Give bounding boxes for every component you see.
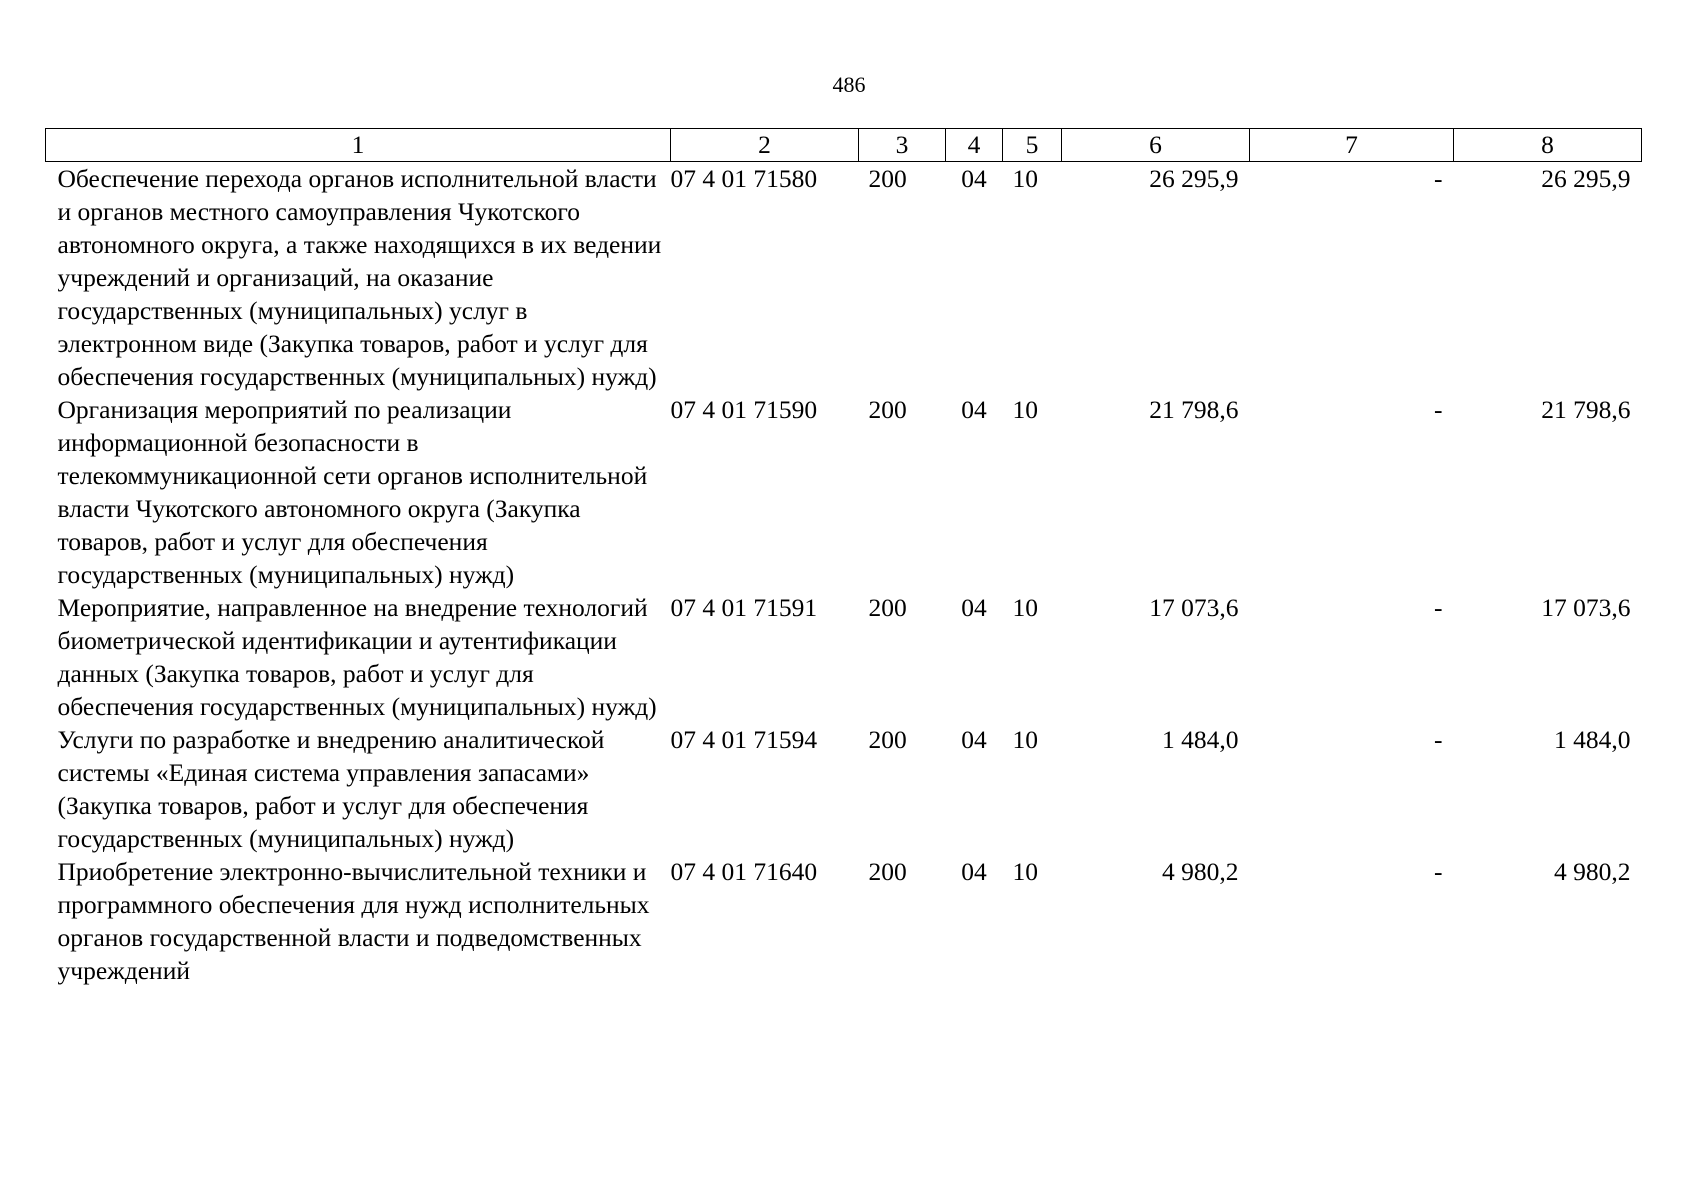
row-amount-col6: 1 484,0 [1162,725,1239,754]
row-expense-type: 200 [868,725,907,754]
row-amount-col8: 26 295,9 [1541,164,1631,193]
header-col-4: 4 [946,129,1003,162]
row-target-code: 07 4 01 71590 [670,395,818,424]
page-number: 486 [832,72,866,97]
row-subsection: 10 [1012,725,1038,754]
header-col-8: 8 [1454,129,1642,162]
header-col-6: 6 [1062,129,1250,162]
header-col-1: 1 [46,129,671,162]
row-target-code: 07 4 01 71580 [670,164,818,193]
row-target-code: 07 4 01 71640 [670,857,818,886]
row-amount-col6: 21 798,6 [1149,395,1239,424]
row-expense-type: 200 [868,857,907,886]
header-col-7: 7 [1250,129,1454,162]
row-amount-col7: - [1434,164,1443,193]
row-amount-col8: 21 798,6 [1541,395,1631,424]
row-section: 04 [961,395,987,424]
budget-table [45,128,1642,987]
table-row [46,591,1642,723]
header-col-2: 2 [671,129,859,162]
row-description: Организация мероприятий по реализации информационной безопасности в телекоммуникационной сети органов исполнительной власти Чукотского автономного округа (Закупка товаров, работ и услуг для обеспечения государственных (муниципальных) нужд) [57,395,648,589]
row-amount-col7: - [1434,725,1443,754]
row-section: 04 [961,593,987,622]
row-description: Обеспечение перехода органов исполнительной власти и органов местного самоуправления Чукотского автономного округа, а также находящихся в их ведении учреждений и организаций, на оказание государственных (муниципальных) услуг в электронном виде (Закупка товаров, работ и услуг для обеспечения государственных (муниципальных) нужд) [57,164,662,391]
row-expense-type: 200 [868,395,907,424]
row-amount-col8: 17 073,6 [1541,593,1631,622]
row-description: Мероприятие, направленное на внедрение технологий биометрической идентификации и аутентификации данных (Закупка товаров, работ и услуг для обеспечения государственных (муниципальных) нужд) [57,593,657,721]
row-expense-type: 200 [868,593,907,622]
row-amount-col7: - [1434,593,1443,622]
header-col-3: 3 [859,129,946,162]
row-subsection: 10 [1012,164,1038,193]
row-amount-col8: 4 980,2 [1554,857,1631,886]
table-row [46,393,1642,591]
row-subsection: 10 [1012,857,1038,886]
header-col-5: 5 [1003,129,1062,162]
table-header [46,129,1642,162]
row-section: 04 [961,164,987,193]
table-row [46,723,1642,855]
row-description: Приобретение электронно-вычислительной техники и программного обеспечения для нужд исполнительных органов государственной власти и подведомственных учреждений [57,857,650,985]
row-amount-col6: 26 295,9 [1149,164,1239,193]
row-subsection: 10 [1012,593,1038,622]
row-amount-col7: - [1434,395,1443,424]
table-body [46,162,1642,988]
row-amount-col6: 17 073,6 [1149,593,1239,622]
row-amount-col8: 1 484,0 [1554,725,1631,754]
row-expense-type: 200 [868,164,907,193]
row-target-code: 07 4 01 71594 [670,725,818,754]
row-amount-col6: 4 980,2 [1162,857,1239,886]
table-row [46,855,1642,987]
row-subsection: 10 [1012,395,1038,424]
row-section: 04 [961,725,987,754]
row-target-code: 07 4 01 71591 [670,593,818,622]
table-row [46,162,1642,394]
header-row [46,129,1642,162]
row-amount-col7: - [1434,857,1443,886]
row-section: 04 [961,857,987,886]
row-description: Услуги по разработке и внедрению аналитической системы «Единая система управления запасами» (Закупка товаров, работ и услуг для обеспечения государственных (муниципальных) нужд) [57,725,605,853]
